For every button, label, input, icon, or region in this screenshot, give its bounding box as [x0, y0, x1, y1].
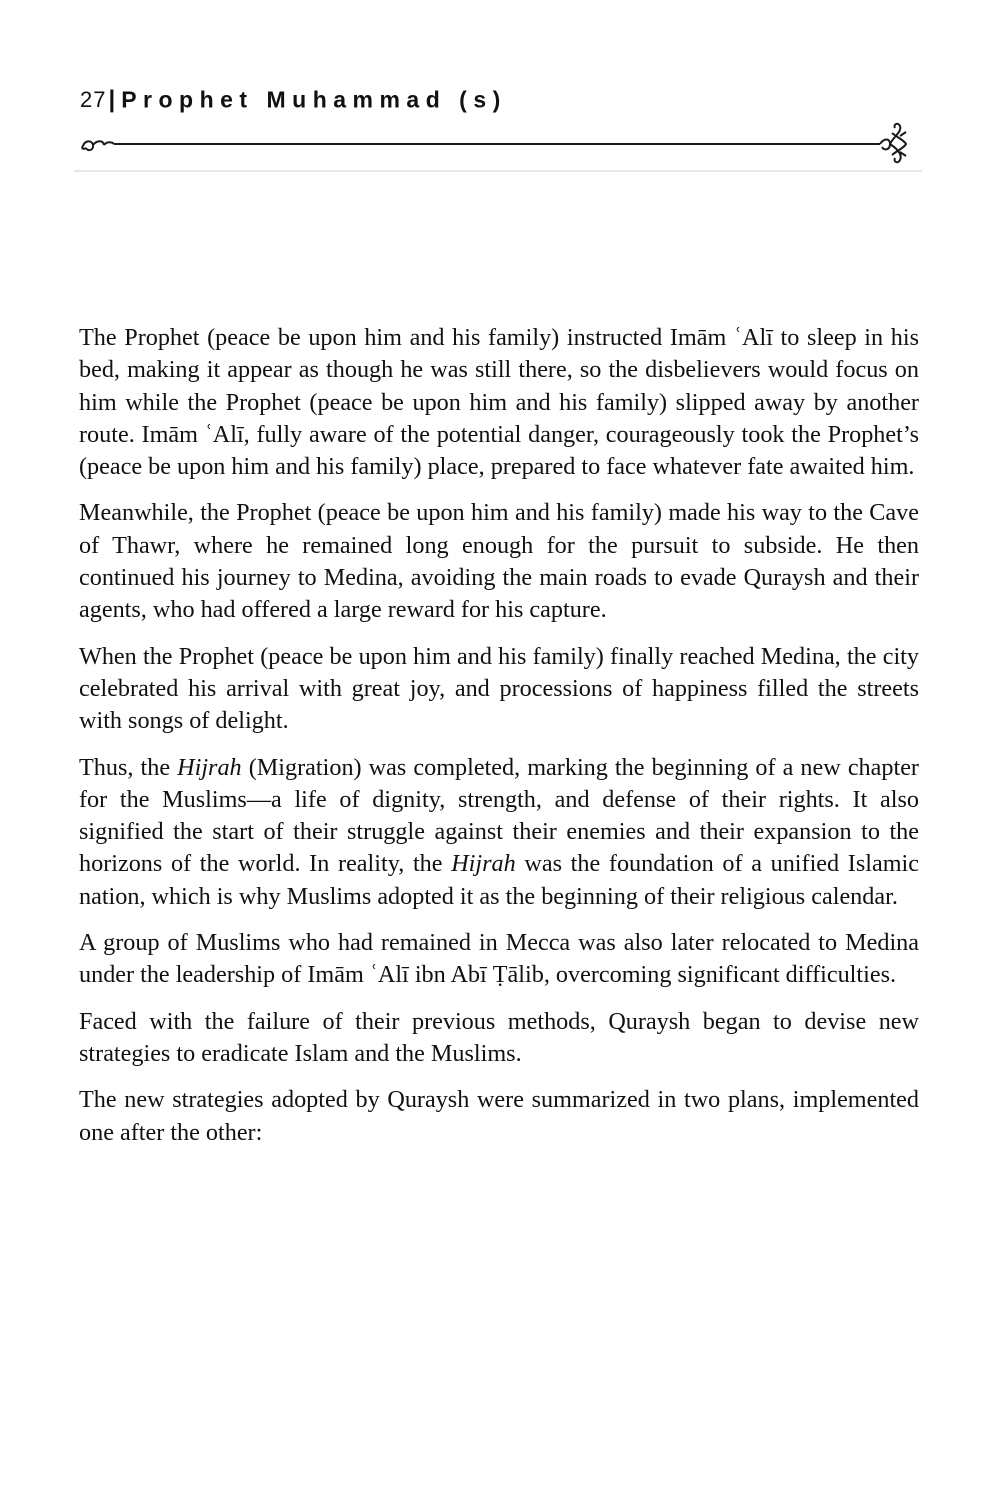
book-title: Prophet Muhammad (s) — [121, 86, 507, 113]
header-ornament-rule — [72, 118, 922, 174]
right-flourish-icon — [880, 124, 906, 162]
text-run: Thus, the — [79, 753, 178, 781]
paragraph: Faced with the failure of their previous methods, Quraysh began to devise new strategies to eradicate Islam and the Muslims. — [79, 1007, 919, 1067]
italic-term: Hijrah — [451, 850, 516, 878]
text-run: was the foundation of a unified Islamic nation, which is why Muslims adopted it as the beginning of their religious calendar. — [79, 850, 919, 910]
paragraph: A group of Muslims who had remained in Mecca was also later relocated to Medina under the leadership of Imām ʿAlī ibn Abī Ṭālib, overcoming significant difficulties. — [79, 929, 919, 989]
left-flourish-icon — [82, 141, 114, 150]
paragraph: Meanwhile, the Prophet (peace be upon him and his family) made his way to the Cave of Thawr, where he remained long enough for the pursuit to subside. He then continued his journey to Medina, avoiding the main roads to evade Quraysh and their agents, who had offered a large reward for his capture. — [79, 499, 919, 624]
italic-term: Hijrah — [177, 753, 242, 781]
paragraph — [79, 752, 919, 913]
main-text — [79, 322, 919, 1163]
paragraph: The new strategies adopted by Quraysh were summarized in two plans, implemented one after the other: — [79, 1086, 919, 1146]
header-separator: | — [108, 86, 116, 113]
paragraph: The Prophet (peace be upon him and his family) instructed Imām ʿAlī to sleep in his bed, making it appear as though he was still there, so the disbelievers would focus on him while the Prophet (peace be upon him and his family) slipped away by another route. Imām ʿAlī, fully aware of the potential danger, courageously took the Prophet’s (peace be upon him and his family) place, prepared to face whatever fate awaited him. — [79, 324, 919, 481]
text-run: (Migration) was completed, marking the beginning of a new chapter for the Muslims—a life of dignity, strength, and defense of their rights. It also signified the start of their struggle against their enemies and their expansion to the horizons of the world. In reality, the — [79, 753, 919, 878]
page-number: 27 — [80, 87, 107, 112]
paragraph: When the Prophet (peace be upon him and his family) finally reached Medina, the city celebrated his arrival with great joy, and processions of happiness filled the streets with songs of delight. — [79, 642, 919, 735]
